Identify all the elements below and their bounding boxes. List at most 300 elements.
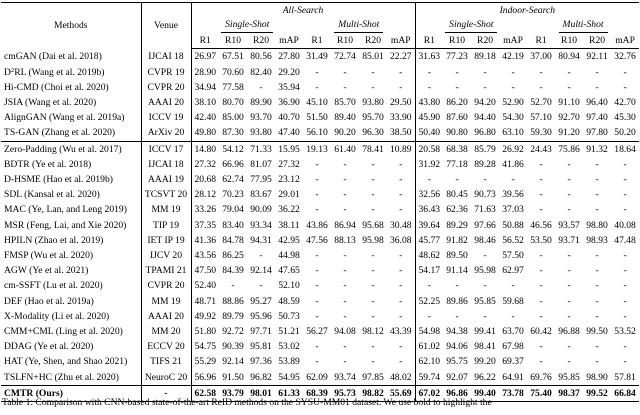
metric-value: 75.40	[527, 385, 555, 401]
metric-value: 89.90	[250, 97, 272, 109]
metric-value: 22.27	[387, 49, 415, 65]
table-row	[1, 218, 639, 233]
method-name: SDL (Kansal et al. 2020)	[1, 187, 141, 202]
metric-value: -	[567, 204, 571, 216]
metric-value: 69.37	[502, 356, 524, 368]
metric-value: 56.96	[191, 370, 219, 386]
metric-value: -	[567, 158, 571, 170]
metric-value: 34.94	[194, 81, 217, 93]
metric-value: 27.32	[278, 158, 300, 170]
metric-value: 62.36	[446, 204, 468, 216]
metric-value: 75.86	[558, 143, 580, 155]
metric-value: 62.58	[191, 385, 219, 401]
venue: ICCV 19	[141, 110, 191, 125]
metric-value: 48.62	[418, 250, 441, 262]
metric-value: 77.18	[446, 158, 468, 170]
indoor-single-metric-header: R10	[443, 33, 471, 49]
metric-value: -	[511, 81, 515, 93]
metric-value: 77.58	[222, 81, 244, 93]
metric-value: 87.60	[446, 112, 468, 124]
metric-value: 92.14	[250, 265, 272, 277]
metric-value: 57.81	[611, 370, 639, 386]
metric-value: -	[343, 158, 347, 170]
table-caption: Table 1: Comparison with CNN-based state-of-the-art ReID methods on the SYSU-MM01 dataset. We use bold to highlight the	[2, 397, 492, 408]
all-multi-shot-header: Multi-Shot	[334, 18, 383, 33]
metric-value: 50.73	[278, 310, 300, 322]
metric-value: 31.92	[418, 158, 441, 170]
metric-value: 56.52	[502, 234, 524, 246]
metric-value: 89.28	[474, 158, 496, 170]
table-row	[1, 339, 639, 354]
metric-value: 66.96	[222, 158, 244, 170]
metric-value: -	[371, 66, 375, 78]
metric-value: 90.20	[331, 125, 359, 141]
metric-value: 97.85	[359, 370, 387, 386]
all-multi-metric-header: R20	[359, 33, 387, 49]
metric-value: 98.93	[586, 234, 608, 246]
method-name: TSLFN+HC (Zhu et al. 2020)	[1, 370, 141, 386]
all-multi-metric-header: R1	[303, 33, 331, 49]
metric-value: 59.30	[527, 125, 555, 141]
metric-value: -	[371, 280, 375, 292]
metric-value: 53.02	[278, 341, 300, 353]
metric-value: 96.86	[443, 385, 471, 401]
indoor-single-metric-header: mAP	[499, 33, 527, 49]
metric-value: 94.06	[446, 341, 468, 353]
metric-value: 52.25	[418, 295, 441, 307]
indoor-multi-metric-header: R10	[555, 33, 583, 49]
metric-value: 96.80	[471, 125, 499, 141]
metric-value: -	[371, 265, 375, 277]
metric-value: 80.70	[222, 97, 244, 109]
metric-value: 83.40	[222, 219, 244, 231]
metric-value: 61.40	[334, 143, 356, 155]
metric-value: 90.73	[474, 189, 496, 201]
metric-value: 56.10	[303, 125, 331, 141]
metric-value: -	[315, 250, 319, 262]
metric-value: 53.50	[530, 234, 552, 246]
method-name: D-HSME (Hao et al. 2019b)	[1, 172, 141, 187]
metric-value: 95.98	[474, 265, 496, 277]
metric-value: 95.96	[250, 310, 272, 322]
table-row	[1, 187, 639, 202]
table-row	[1, 80, 639, 95]
metric-value: -	[483, 310, 487, 322]
metric-value: 85.70	[334, 97, 356, 109]
metric-value: -	[315, 295, 319, 307]
table-row	[1, 263, 639, 278]
metric-value: -	[567, 189, 571, 201]
metric-value: 96.30	[359, 125, 387, 141]
metric-value: -	[315, 204, 319, 216]
metric-value: 71.63	[474, 204, 496, 216]
metric-value: 89.50	[446, 250, 468, 262]
metric-value: 91.82	[446, 234, 468, 246]
metric-value: 49.80	[191, 125, 219, 141]
metric-value: 95.81	[250, 341, 272, 353]
table-row	[1, 172, 639, 187]
metric-value: -	[623, 310, 627, 322]
metric-value: 95.68	[362, 219, 384, 231]
venue: CVPR 20	[141, 80, 191, 95]
metric-value: 93.79	[219, 385, 247, 401]
metric-value: 93.80	[362, 97, 384, 109]
metric-value: 27.32	[194, 158, 217, 170]
venue: AAAI 19	[141, 172, 191, 187]
venue: MM 19	[141, 202, 191, 217]
metric-value: 56.27	[306, 326, 328, 338]
metric-value: -	[539, 310, 543, 322]
table-row	[1, 141, 639, 157]
metric-value: 88.86	[222, 295, 244, 307]
metric-value: 36.43	[418, 204, 441, 216]
metric-value: -	[539, 158, 543, 170]
metric-value: -	[483, 81, 487, 93]
metric-value: -	[623, 250, 627, 262]
metric-value: 45.77	[418, 234, 441, 246]
method-name: DDAG (Ye et al. 2020)	[1, 339, 141, 354]
metric-value: -	[343, 250, 347, 262]
metric-value: -	[427, 81, 431, 93]
metric-value: -	[387, 278, 415, 293]
venue-header: Venue	[141, 3, 191, 49]
indoor-single-metric-header: R1	[415, 33, 443, 49]
metric-value: 26.97	[194, 51, 217, 63]
metric-value: 51.21	[278, 326, 300, 338]
metric-value: -	[567, 81, 571, 93]
metric-value: -	[567, 310, 571, 322]
metric-value: 62.09	[303, 370, 331, 386]
metric-value: 99.50	[586, 326, 608, 338]
metric-value: -	[259, 81, 263, 93]
metric-value: -	[427, 280, 431, 292]
indoor-multi-metric-header: R1	[527, 33, 555, 49]
metric-value: -	[387, 354, 415, 369]
method-name: DEF (Hao et al. 2019a)	[1, 294, 141, 309]
metric-value: 92.72	[222, 326, 244, 338]
metric-value: -	[483, 250, 487, 262]
metric-value: 47.40	[275, 125, 303, 141]
metric-value: 89.40	[334, 112, 356, 124]
metric-value: 99.52	[583, 385, 611, 401]
metric-value: -	[511, 280, 515, 292]
venue: IET IP 19	[141, 233, 191, 248]
venue: MM 20	[141, 324, 191, 339]
table-row	[1, 294, 639, 309]
metric-value: -	[371, 204, 375, 216]
venue: AAAI 20	[141, 309, 191, 324]
metric-value: -	[623, 158, 627, 170]
metric-value: 41.36	[194, 234, 217, 246]
metric-value: 32.76	[614, 51, 636, 63]
method-name: TS-GAN (Zhang et al. 2020)	[1, 125, 141, 141]
all-single-metric-header: mAP	[275, 33, 303, 49]
metric-value: -	[595, 250, 599, 262]
venue: IJCAI 18	[141, 157, 191, 172]
metric-value: -	[315, 189, 319, 201]
metric-value: 29.01	[278, 189, 300, 201]
metric-value: -	[427, 310, 431, 322]
metric-value: -	[387, 157, 415, 172]
metric-value: -	[623, 265, 627, 277]
venue: ECCV 20	[141, 339, 191, 354]
metric-value: 49.92	[194, 310, 217, 322]
metric-value: -	[427, 66, 431, 78]
metric-value: -	[539, 250, 543, 262]
method-name: cm-SSFT (Lu et al. 2020)	[1, 278, 141, 293]
metric-value: 28.12	[194, 189, 217, 201]
metric-value: 47.65	[278, 265, 300, 277]
metric-value: 63.70	[502, 326, 524, 338]
metric-value: 95.85	[474, 295, 496, 307]
metric-value: 20.68	[194, 174, 217, 186]
metric-value: -	[315, 66, 319, 78]
methods-header: Methods	[1, 3, 141, 49]
metric-value: 54.75	[194, 341, 217, 353]
metric-value: 31.49	[306, 51, 328, 63]
metric-value: -	[343, 310, 347, 322]
metric-value: -	[387, 187, 415, 202]
metric-value: 94.38	[446, 326, 468, 338]
metric-value: 89.79	[222, 310, 244, 322]
metric-value: 95.85	[555, 370, 583, 386]
metric-value: -	[387, 339, 415, 354]
metric-value: 61.33	[275, 385, 303, 401]
table-row	[1, 202, 639, 217]
metric-value: 97.36	[250, 356, 272, 368]
metric-value: -	[371, 158, 375, 170]
metric-value: -	[511, 310, 515, 322]
metric-value: 52.40	[194, 280, 217, 292]
metric-value: 80.56	[250, 51, 272, 63]
metric-value: 50.88	[502, 219, 524, 231]
method-name: FMSP (Wu et al. 2020)	[1, 248, 141, 263]
metric-value: -	[343, 81, 347, 93]
metric-value: 98.41	[474, 341, 496, 353]
metric-value: -	[455, 81, 459, 93]
venue: CVPR 19	[141, 65, 191, 80]
metric-value: 83.67	[250, 189, 272, 201]
metric-value: 61.02	[418, 341, 441, 353]
indoor-single-metric-header: R20	[471, 33, 499, 49]
metric-value: 98.37	[555, 385, 583, 401]
metric-value: 47.56	[306, 234, 328, 246]
metric-value: 95.27	[250, 295, 272, 307]
metric-value: 96.88	[558, 326, 580, 338]
metric-value: 29.50	[387, 95, 415, 110]
metric-value: -	[259, 250, 263, 262]
metric-value: 93.80	[247, 125, 275, 141]
metric-value: -	[567, 356, 571, 368]
metric-value: 98.46	[474, 234, 496, 246]
metric-value: 37.00	[530, 51, 552, 63]
method-name: CMTR (Ours)	[1, 385, 141, 401]
metric-value: -	[427, 174, 431, 186]
metric-value: -	[371, 81, 375, 93]
metric-value: 43.39	[387, 324, 415, 339]
metric-value: 44.98	[278, 250, 300, 262]
metric-value: 70.60	[222, 66, 244, 78]
method-name: HPILN (Zhao et al. 2019)	[1, 233, 141, 248]
all-multi-metric-header: mAP	[387, 33, 415, 49]
metric-value: -	[343, 66, 347, 78]
metric-value: 85.79	[474, 143, 496, 155]
method-name: AGW (Ye et al. 2021)	[1, 263, 141, 278]
metric-value: -	[315, 265, 319, 277]
metric-value: 98.12	[362, 326, 384, 338]
metric-value: -	[539, 174, 543, 186]
metric-value: -	[315, 158, 319, 170]
metric-value: 48.59	[278, 295, 300, 307]
metric-value: 92.11	[586, 51, 608, 63]
metric-value: -	[343, 189, 347, 201]
metric-value: 59.74	[415, 370, 443, 386]
venue: NeuroC 20	[141, 370, 191, 386]
metric-value: 91.50	[219, 370, 247, 386]
metric-value: 51.80	[194, 326, 217, 338]
metric-value: -	[343, 341, 347, 353]
metric-value: 70.23	[222, 189, 244, 201]
method-name: JSIA (Wang et al. 2020)	[1, 95, 141, 110]
metric-value: -	[259, 280, 263, 292]
indoor-multi-metric-header: R20	[583, 33, 611, 49]
metric-value: -	[371, 341, 375, 353]
metric-value: 92.70	[558, 112, 580, 124]
metric-value: 79.04	[222, 204, 244, 216]
metric-value: -	[343, 356, 347, 368]
metric-value: -	[315, 81, 319, 93]
metric-value: 52.70	[530, 97, 552, 109]
table-row	[1, 324, 639, 339]
metric-value: 42.70	[614, 97, 636, 109]
metric-value: 57.50	[502, 250, 524, 262]
results-table	[1, 2, 639, 402]
metric-value: 23.12	[278, 174, 300, 186]
metric-value: 60.42	[530, 326, 552, 338]
metric-value: 88.13	[334, 234, 356, 246]
metric-value: -	[623, 81, 627, 93]
metric-value: 67.51	[222, 51, 244, 63]
metric-value: 80.45	[446, 189, 468, 201]
metric-value: 41.86	[502, 158, 524, 170]
metric-value: -	[595, 204, 599, 216]
metric-value: -	[595, 280, 599, 292]
metric-value: 93.70	[250, 112, 272, 124]
metric-value: -	[483, 280, 487, 292]
metric-value: 51.50	[306, 112, 328, 124]
metric-value: -	[567, 341, 571, 353]
all-single-metric-header: R20	[247, 33, 275, 49]
metric-value: -	[623, 280, 627, 292]
metric-value: 55.29	[194, 356, 217, 368]
metric-value: -	[455, 174, 459, 186]
metric-value: -	[231, 280, 235, 292]
metric-value: -	[315, 356, 319, 368]
metric-value: -	[595, 174, 599, 186]
method-name: $D^2RL$ (Wang et al. 2019b)	[1, 65, 141, 80]
metric-value: 96.22	[471, 370, 499, 386]
metric-value: 54.30	[502, 112, 524, 124]
table-row	[1, 125, 639, 141]
metric-value: 46.56	[530, 219, 552, 231]
metric-value: -	[371, 174, 375, 186]
indoor-search-header: Indoor-Search	[415, 3, 639, 19]
table-row	[1, 110, 639, 125]
metric-value: 67.98	[502, 341, 524, 353]
metric-value: 42.95	[278, 234, 300, 246]
venue: IJCV 20	[141, 248, 191, 263]
indoor-multi-shot-header: Multi-Shot	[559, 18, 608, 33]
metric-value: 33.26	[194, 204, 217, 216]
metric-value: 36.22	[278, 204, 300, 216]
venue: CVPR 20	[141, 278, 191, 293]
table-row	[1, 309, 639, 324]
metric-value: 54.95	[275, 370, 303, 386]
metric-value: 93.71	[558, 234, 580, 246]
metric-value: 95.75	[446, 356, 468, 368]
table-row	[1, 65, 639, 80]
table-row	[1, 354, 639, 369]
metric-value: 53.89	[278, 356, 300, 368]
metric-value: 97.80	[583, 125, 611, 141]
metric-value: 90.39	[222, 341, 244, 353]
metric-value: 43.80	[418, 97, 441, 109]
metric-value: 38.10	[194, 97, 217, 109]
metric-value: 50.40	[415, 125, 443, 141]
metric-value: -	[455, 310, 459, 322]
metric-value: 37.03	[502, 204, 524, 216]
metric-value: -	[371, 189, 375, 201]
metric-value: 85.01	[362, 51, 384, 63]
metric-value: 86.94	[334, 219, 356, 231]
metric-value: -	[483, 66, 487, 78]
metric-value: 62.97	[502, 265, 524, 277]
metric-value: -	[343, 265, 347, 277]
metric-value: -	[371, 250, 375, 262]
metric-value: 94.08	[334, 326, 356, 338]
metric-value: 42.40	[194, 112, 217, 124]
metric-value: 93.74	[331, 370, 359, 386]
metric-value: 91.20	[555, 125, 583, 141]
metric-value: 26.92	[502, 143, 524, 155]
metric-value: -	[387, 172, 415, 187]
metric-value: 10.89	[387, 141, 415, 157]
metric-value: 15.95	[278, 143, 300, 155]
metric-value: 72.74	[334, 51, 356, 63]
metric-value: 39.56	[502, 189, 524, 201]
table-row	[1, 157, 639, 172]
metric-value: -	[567, 265, 571, 277]
metric-value: 97.71	[250, 326, 272, 338]
table-row	[1, 49, 639, 65]
metric-value: 43.86	[306, 219, 328, 231]
metric-value: 24.43	[530, 143, 552, 155]
metric-value: 59.68	[502, 295, 524, 307]
metric-value: 78.41	[362, 143, 384, 155]
metric-value: 87.30	[219, 125, 247, 141]
metric-value: -	[539, 341, 543, 353]
metric-value: 73.78	[499, 385, 527, 401]
metric-value: 92.07	[443, 370, 471, 386]
metric-value: 28.90	[194, 66, 217, 78]
metric-value: 33.90	[387, 110, 415, 125]
metric-value: -	[371, 356, 375, 368]
metric-value: 52.90	[502, 97, 524, 109]
metric-value: 68.39	[303, 385, 331, 401]
metric-value: 62.10	[418, 356, 441, 368]
metric-value: -	[455, 66, 459, 78]
method-name: cmGAN (Dai et al. 2018)	[1, 49, 141, 65]
